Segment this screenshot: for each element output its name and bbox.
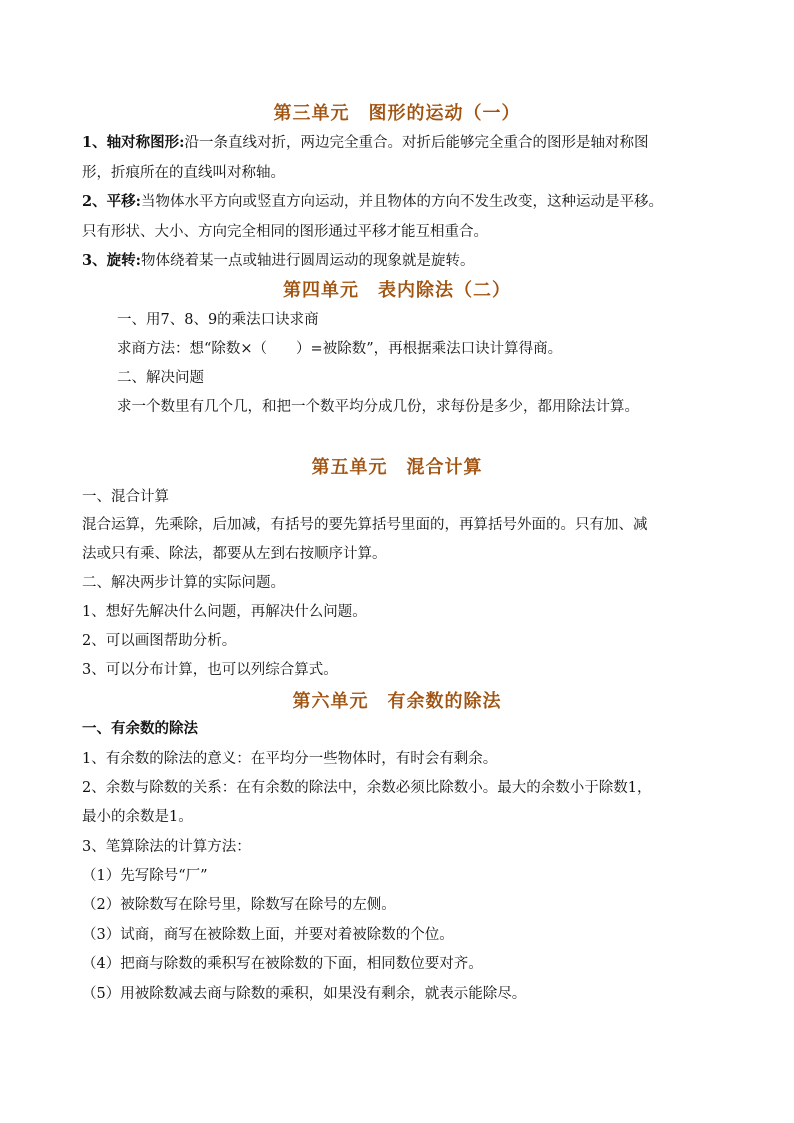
unit6-step-2: （2）被除数写在除号里，除数写在除号的左侧。 [82, 897, 396, 913]
unit4-section-2-text: 求一个数里有几个几，和把一个数平均分成几份，求每份是多少，都用除法计算。 [117, 399, 639, 415]
unit4-section-1: 一、用7、8、9的乘法口诀求商 [117, 312, 319, 328]
unit3-paragraph-1 [82, 133, 648, 153]
unit6-step-4: （4）把商与除数的乘积写在被除数的下面，相同数位要对齐。 [82, 956, 483, 972]
unit5-item-2: 2、可以画图帮助分析。 [82, 633, 237, 649]
unit6-item-3: 3、笔算除法的计算方法： [82, 839, 251, 855]
unit4-section-2: 二、解决问题 [117, 370, 204, 386]
unit3-text-3: 物体绕着某一点或轴进行圆周运动的现象就是旋转。 [140, 253, 475, 269]
unit6-section-1: 一、有余数的除法 [82, 720, 198, 737]
unit6-step-1: （1）先写除号“厂” [82, 868, 208, 884]
unit4-section-1-text: 求商方法：想“除数×（ ）=被除数”，再根据乘法口诀计算得商。 [117, 341, 563, 357]
unit3-paragraph-2 [82, 192, 663, 212]
unit5-section-2: 二、解决两步计算的实际问题。 [82, 575, 285, 591]
unit3-text-1: 沿一条直线对折，两边完全重合。对折后能够完全重合的图形是轴对称图 [184, 135, 649, 151]
unit5-section-1-text-b: 法或只有乘、除法，都要从左到右按顺序计算。 [82, 546, 387, 562]
unit3-text-1b: 形，折痕所在的直线叫对称轴。 [82, 165, 285, 181]
unit5-item-3: 3、可以分布计算，也可以列综合算式。 [82, 662, 338, 678]
unit6-step-3: （3）试商，商写在被除数上面，并要对着被除数的个位。 [82, 927, 454, 943]
unit6-item-1: 1、有余数的除法的意义：在平均分一些物体时，有时会有剩余。 [82, 751, 498, 767]
unit3-title: 第三单元 图形的运动（一） [273, 103, 521, 124]
unit3-text-2b: 只有形状、大小、方向完全相同的图形通过平移才能互相重合。 [82, 224, 488, 240]
unit3-text-2: 当物体水平方向或竖直方向运动，并且物体的方向不发生改变，这种运动是平移。 [140, 194, 663, 210]
unit6-step-5: （5）用被除数减去商与除数的乘积，如果没有剩余，就表示能除尽。 [82, 986, 527, 1002]
unit3-paragraph-3 [82, 251, 474, 271]
unit3-term-2: 2、平移: [82, 193, 141, 210]
unit6-item-2: 2、余数与除数的关系：在有余数的除法中，余数必须比除数小。最大的余数小于除数1， [82, 780, 652, 796]
unit5-section-1-text: 混合运算，先乘除，后加减，有括号的要先算括号里面的，再算括号外面的。只有加、减 [82, 517, 648, 533]
unit3-term-3: 3、旋转: [82, 252, 141, 269]
unit6-title: 第六单元 有余数的除法 [292, 691, 502, 712]
unit5-item-1: 1、想好先解决什么问题，再解决什么问题。 [82, 604, 367, 620]
unit3-term-1: 1、轴对称图形: [82, 134, 185, 151]
unit6-item-2b: 最小的余数是1。 [82, 809, 193, 825]
unit5-section-1: 一、混合计算 [82, 489, 169, 505]
unit5-title: 第五单元 混合计算 [311, 457, 483, 478]
unit4-title: 第四单元 表内除法（二） [283, 280, 511, 301]
